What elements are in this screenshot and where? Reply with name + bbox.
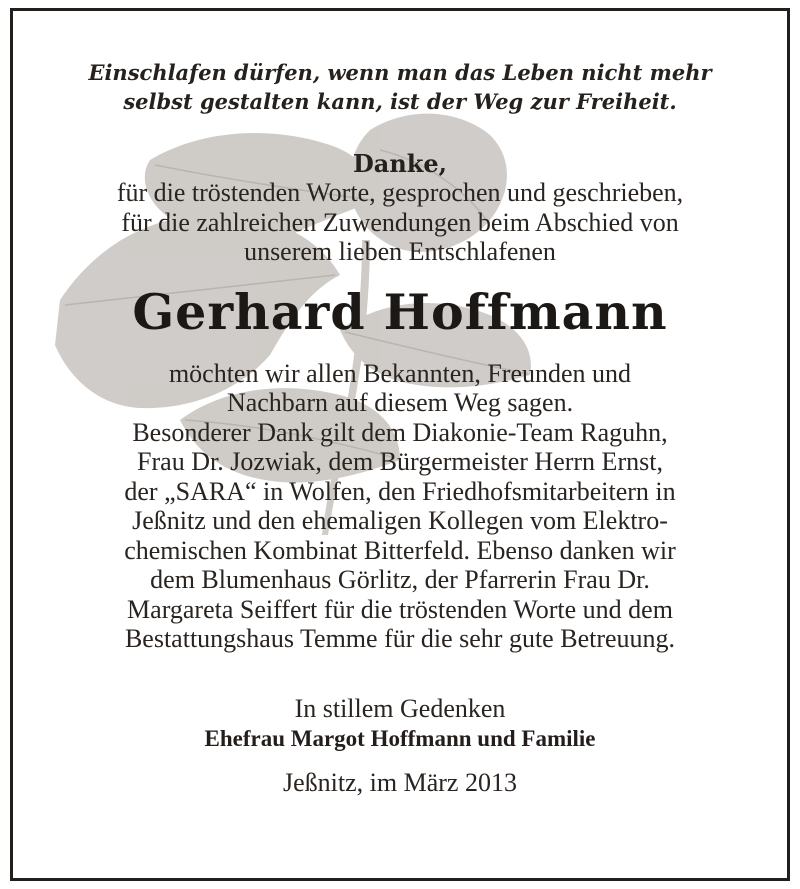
deceased-name: Gerhard Hoffmann xyxy=(132,282,668,341)
motto-line: Einschlafen dürfen, wenn man das Leben nicht mehr xyxy=(88,60,712,85)
motto xyxy=(13,58,787,116)
body-line: der „SARA“ in Wolfen, den Friedhofsmitarbeitern in xyxy=(124,476,676,506)
body-line: Besonderer Dank gilt dem Diakonie-Team Raguhn, xyxy=(132,417,668,447)
intro-line: für die tröstenden Worte, gesprochen und geschrieben, xyxy=(116,178,684,207)
motto-line: selbst gestalten kann, ist der Weg zur Freiheit. xyxy=(123,89,677,114)
body-text xyxy=(13,359,787,654)
body-line: chemischen Kombinat Bitterfeld. Ebenso danken wir xyxy=(124,535,676,565)
place-date: Jeßnitz, im März 2013 xyxy=(283,768,517,797)
thanks-title: Danke, xyxy=(352,149,448,178)
body-line: Margareta Seiffert für die tröstenden Worte und dem xyxy=(127,594,673,624)
memorial-line: In stillem Gedenken xyxy=(294,693,506,723)
intro-text xyxy=(13,178,787,267)
intro-line: für die zahlreichen Zuwendungen beim Abschied von xyxy=(121,207,679,237)
body-line: Jeßnitz und den ehemaligen Kollegen vom Elektro- xyxy=(132,506,668,535)
body-line: Nachbarn auf diesem Weg sagen. xyxy=(226,388,574,417)
signature: Ehefrau Margot Hoffmann und Familie xyxy=(204,726,596,751)
intro-line: unserem lieben Entschlafenen xyxy=(244,237,556,266)
body-line: Frau Dr. Jozwiak, dem Bürgermeister Herrn Ernst, xyxy=(137,447,663,476)
body-line: Bestattungshaus Temme für die sehr gute Betreuung. xyxy=(124,624,676,653)
notice-content xyxy=(13,11,787,798)
body-line: dem Blumenhaus Görlitz, der Pfarrerin Frau Dr. xyxy=(150,565,650,594)
body-line: möchten wir allen Bekannten, Freunden und xyxy=(168,358,632,388)
